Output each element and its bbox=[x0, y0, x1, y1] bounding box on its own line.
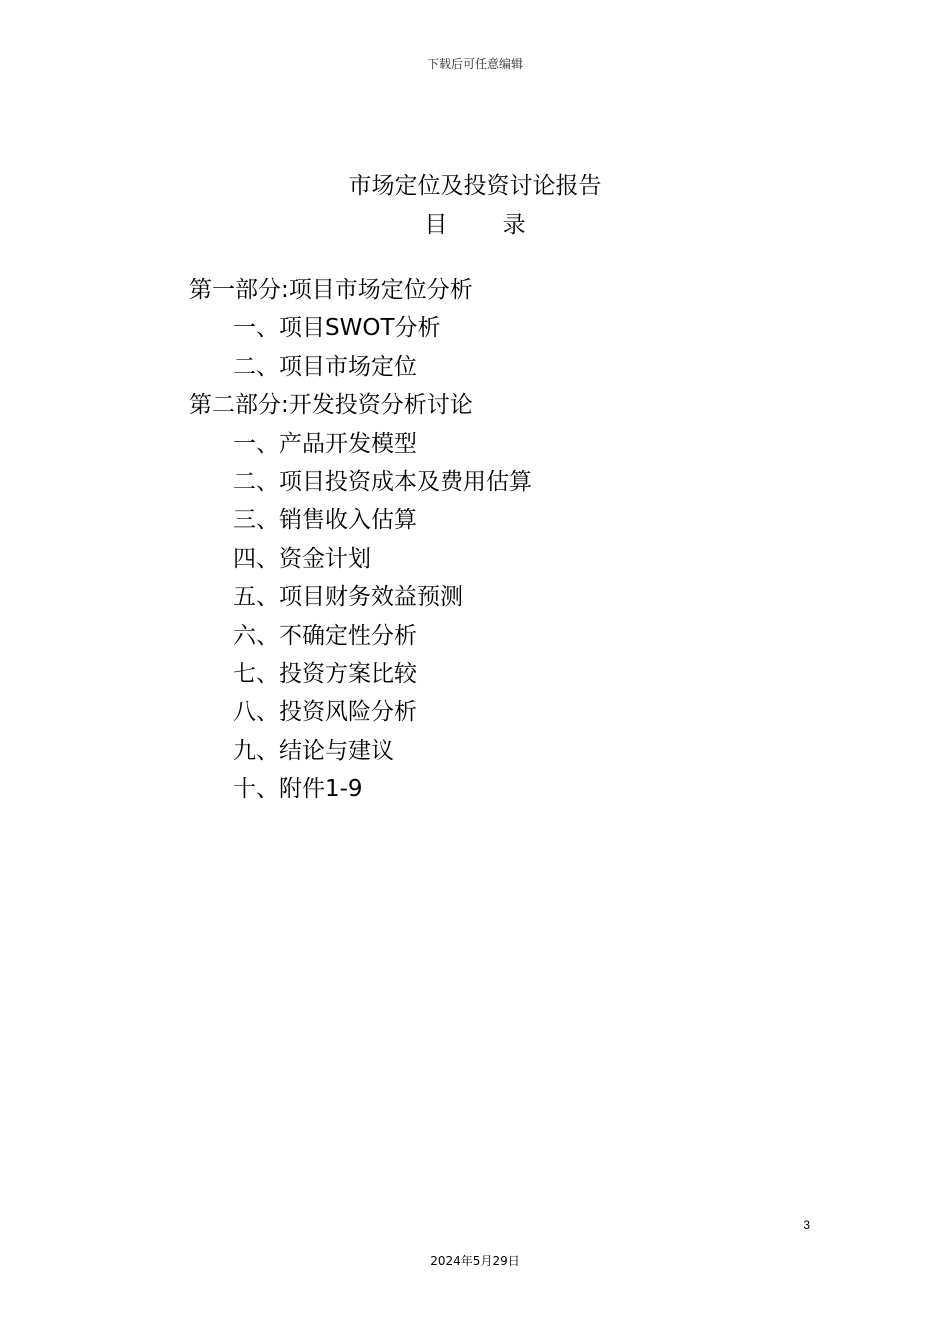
toc-item: 五、项目财务效益预测 bbox=[233, 584, 463, 611]
toc-item: 一、项目SWOT分析 bbox=[233, 315, 441, 342]
toc-heading: 目 录 bbox=[424, 212, 550, 238]
toc-item: 九、结论与建议 bbox=[233, 737, 394, 764]
toc-item: 一、产品开发模型 bbox=[233, 430, 417, 457]
toc-item: 二、项目市场定位 bbox=[233, 353, 417, 380]
page-number: 3 bbox=[803, 1218, 810, 1232]
table-of-contents bbox=[189, 271, 789, 808]
toc-part-1-title: 第一部分:项目市场定位分析 bbox=[189, 277, 473, 303]
toc-item: 二、项目投资成本及费用估算 bbox=[233, 468, 532, 495]
page-header-note: 下载后可任意编辑 bbox=[426, 57, 523, 71]
toc-item: 三、销售收入估算 bbox=[233, 507, 417, 534]
toc-item: 四、资金计划 bbox=[233, 545, 371, 572]
toc-item: 六、不确定性分析 bbox=[233, 622, 417, 649]
toc-item: 七、投资方案比较 bbox=[233, 660, 417, 687]
page-footer-date: 2024年5月29日 bbox=[430, 1254, 520, 1268]
toc-part-2-title: 第二部分:开发投资分析讨论 bbox=[189, 392, 473, 419]
toc-item: 十、附件1-9 bbox=[233, 776, 363, 803]
document-title: 市场定位及投资讨论报告 bbox=[348, 173, 602, 199]
toc-item: 八、投资风险分析 bbox=[233, 699, 417, 726]
